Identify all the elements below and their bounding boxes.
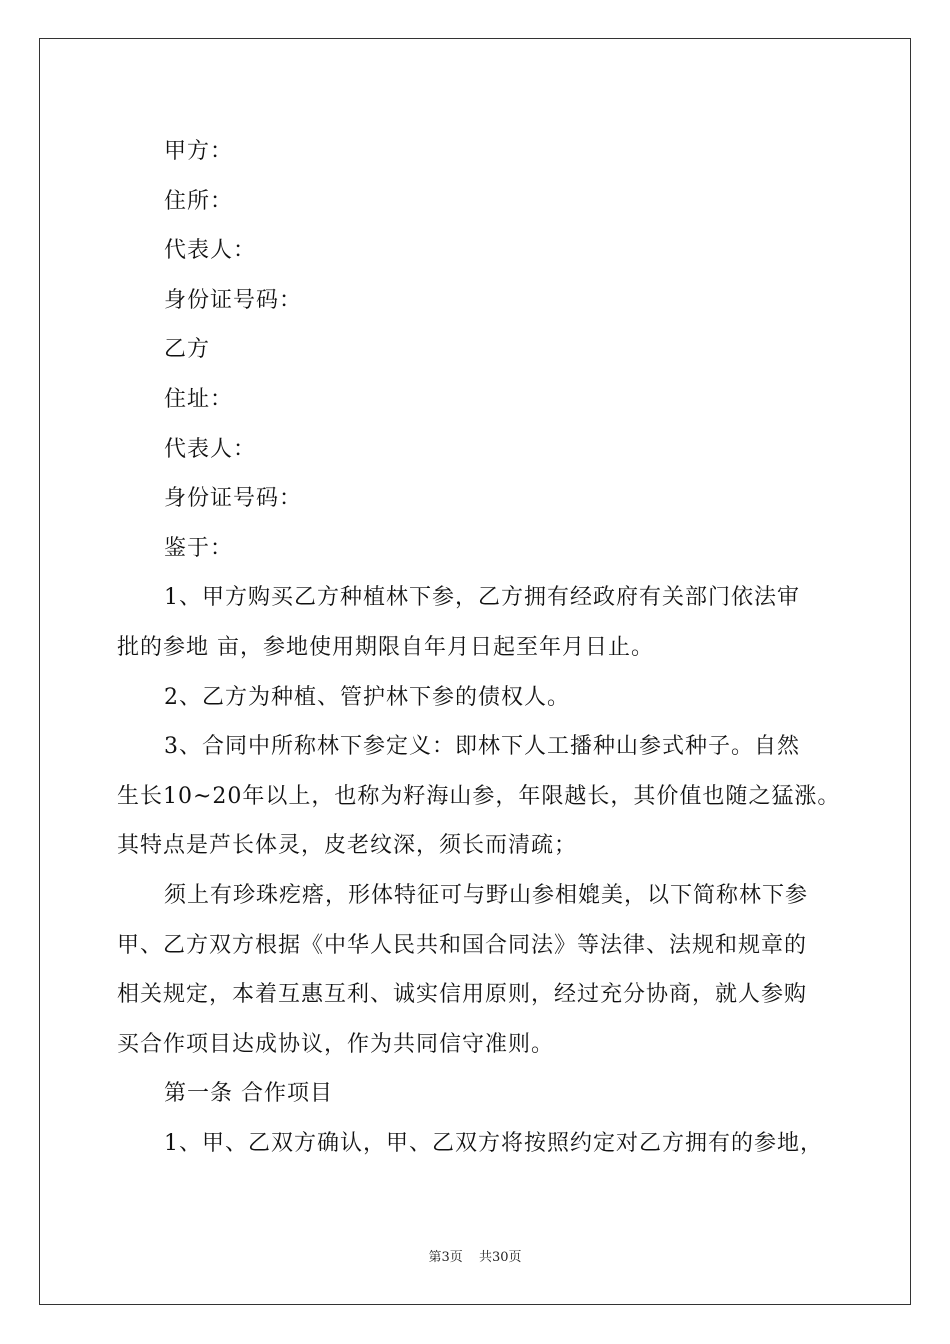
text-line: 代表人： <box>164 436 257 462</box>
text-line: 鉴于： <box>164 535 234 561</box>
text-line: 身份证号码： <box>164 486 303 512</box>
page-number: 第3页 <box>428 1250 463 1265</box>
text-line: 乙方 <box>164 337 211 363</box>
text-line: 第一条 合作项目 <box>164 1081 333 1107</box>
text-line: 2、乙方为种植、管护林下参的债权人。 <box>164 684 570 710</box>
page-footer <box>0 1246 950 1265</box>
text-line: 住所： <box>164 188 234 214</box>
page-total: 共30页 <box>478 1250 522 1265</box>
text-line: 其特点是芦长体灵，皮老纹深，须长而清疏； <box>117 833 578 859</box>
text-line: 住址： <box>164 386 234 412</box>
text-line: 相关规定，本着互惠互利、诚实信用原则，经过充分协商，就人参购 <box>117 982 808 1008</box>
text-line: 代表人： <box>164 238 257 264</box>
text-line: 甲方： <box>164 139 234 164</box>
text-line: 买合作项目达成协议，作为共同信守准则。 <box>117 1031 555 1057</box>
document-body <box>117 127 841 1168</box>
text-line: 批的参地 亩，参地使用期限自年月日起至年月日止。 <box>117 634 654 660</box>
text-line: 身份证号码： <box>164 287 303 313</box>
text-line: 须上有珍珠疙瘩，形体特征可与野山参相媲美，以下简称林下参 <box>164 882 809 908</box>
text-line: 1、甲、乙双方确认，甲、乙双方将按照约定对乙方拥有的参地， <box>164 1130 823 1156</box>
text-line: 甲、乙方双方根据《中华人民共和国合同法》等法律、法规和规章的 <box>117 932 808 958</box>
text-line: 3、合同中所称林下参定义：即林下人工播种山参式种子。自然 <box>164 734 800 760</box>
text-line: 1、甲方购买乙方种植林下参，乙方拥有经政府有关部门依法审 <box>164 585 800 611</box>
text-line: 生长10~20年以上，也称为籽海山参，年限越长，其价值也随之猛涨。 <box>117 783 841 809</box>
